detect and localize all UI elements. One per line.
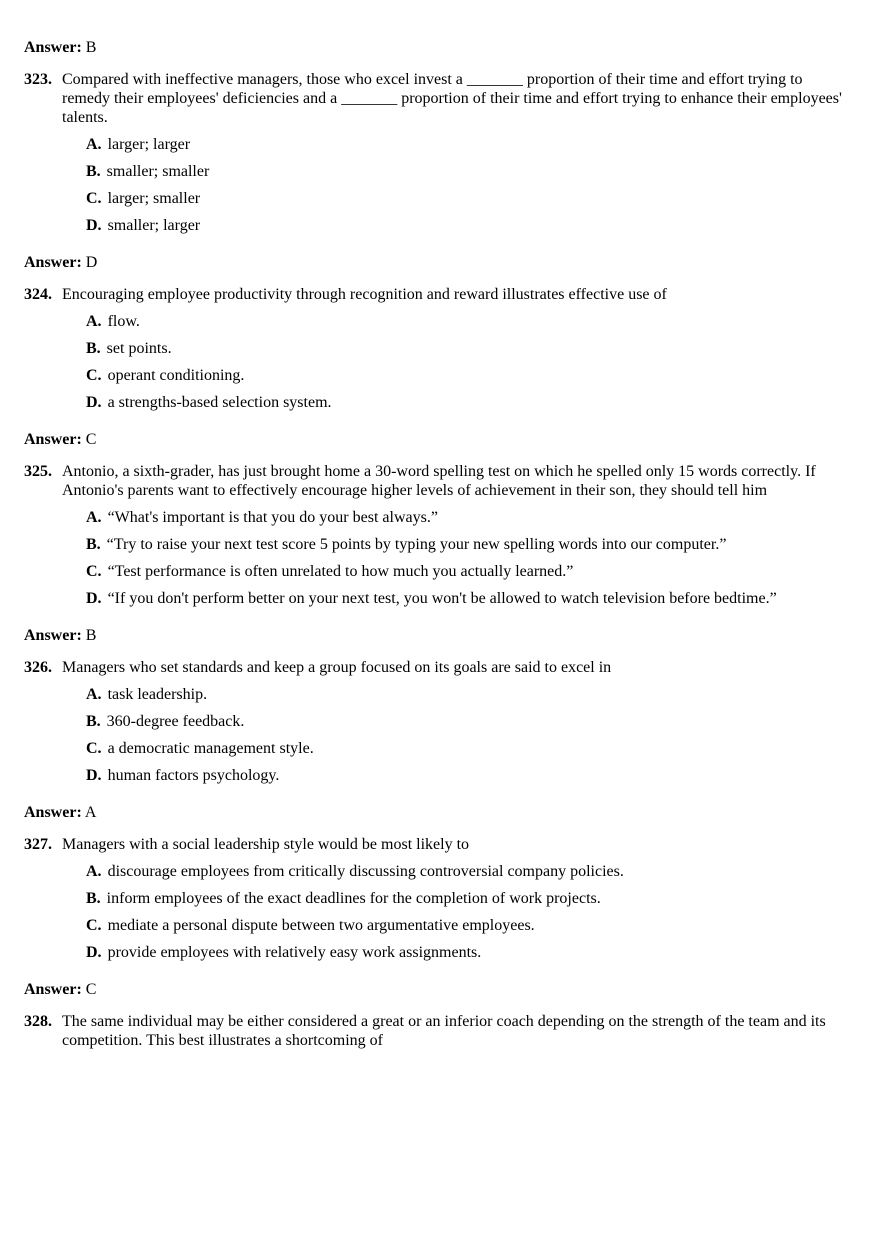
question-stem	[24, 1012, 854, 1050]
option-text: task leadership.	[107, 686, 208, 703]
answer-value: B	[85, 39, 97, 56]
option-letter: D.	[86, 217, 102, 234]
answer-line	[24, 626, 854, 645]
option-text: “If you don't perform better on your next test, you won't be allowed to watch television before bedtime.”	[107, 590, 777, 607]
option-letter: C.	[86, 563, 102, 580]
option-text: mediate a personal dispute between two argumentative employees.	[107, 917, 535, 934]
option-item	[86, 685, 854, 704]
option-item	[86, 862, 854, 881]
question-text: The same individual may be either considered a great or an inferior coach depending on the strength of the team and its competition. This best illustrates a shortcoming of	[62, 1013, 826, 1049]
option-item	[86, 135, 854, 154]
option-item	[86, 216, 854, 235]
option-text: smaller; larger	[107, 217, 201, 234]
options-list	[24, 135, 854, 235]
question-text: Encouraging employee productivity through recognition and reward illustrates effective use of	[62, 286, 667, 303]
option-item	[86, 339, 854, 358]
answer-line	[24, 430, 854, 449]
answer-label: Answer:	[24, 39, 82, 56]
answer-line	[24, 803, 854, 822]
question-block	[24, 462, 854, 608]
question-text: Managers with a social leadership style would be most likely to	[62, 836, 470, 853]
option-text: human factors psychology.	[107, 767, 280, 784]
answer-label: Answer:	[24, 804, 82, 821]
answer-label: Answer:	[24, 627, 82, 644]
question-block	[24, 658, 854, 785]
option-letter: B.	[86, 163, 101, 180]
question-stem	[24, 285, 854, 304]
option-text: 360-degree feedback.	[106, 713, 245, 730]
option-item	[86, 712, 854, 731]
question-number: 323.	[24, 71, 52, 88]
option-letter: C.	[86, 190, 102, 207]
option-item	[86, 366, 854, 385]
option-letter: B.	[86, 713, 101, 730]
answer-value: A	[84, 804, 97, 821]
option-item	[86, 508, 854, 527]
option-item	[86, 562, 854, 581]
option-letter: C.	[86, 740, 102, 757]
answer-label: Answer:	[24, 981, 82, 998]
option-text: provide employees with relatively easy work assignments.	[107, 944, 482, 961]
option-item	[86, 162, 854, 181]
question-block	[24, 285, 854, 412]
option-item	[86, 589, 854, 608]
option-item	[86, 943, 854, 962]
options-list	[24, 862, 854, 962]
question-stem	[24, 462, 854, 500]
answer-value: D	[85, 254, 98, 271]
option-text: set points.	[106, 340, 172, 357]
answer-label: Answer:	[24, 431, 82, 448]
question-text: Antonio, a sixth-grader, has just brought home a 30-word spelling test on which he spelled only 15 words correctly. If Antonio's parents want to effectively encourage higher levels of achievement in their son, they should tell him	[62, 463, 816, 499]
option-letter: A.	[86, 509, 102, 526]
option-letter: D.	[86, 394, 102, 411]
option-text: larger; larger	[107, 136, 191, 153]
option-letter: D.	[86, 590, 102, 607]
option-text: flow.	[107, 313, 140, 330]
option-letter: D.	[86, 944, 102, 961]
question-number: 328.	[24, 1013, 52, 1030]
option-item	[86, 189, 854, 208]
option-letter: A.	[86, 313, 102, 330]
question-text: Managers who set standards and keep a group focused on its goals are said to excel in	[62, 659, 612, 676]
option-letter: D.	[86, 767, 102, 784]
option-text: “Try to raise your next test score 5 points by typing your new spelling words into our computer.”	[106, 536, 727, 553]
question-stem	[24, 835, 854, 854]
question-number: 325.	[24, 463, 52, 480]
options-list	[24, 312, 854, 412]
option-text: “Test performance is often unrelated to how much you actually learned.”	[107, 563, 574, 580]
answer-line	[24, 253, 854, 272]
options-list	[24, 508, 854, 608]
option-letter: A.	[86, 686, 102, 703]
option-item	[86, 535, 854, 554]
question-number: 324.	[24, 286, 52, 303]
question-stem	[24, 658, 854, 677]
option-item	[86, 889, 854, 908]
answer-value: C	[85, 431, 97, 448]
question-number: 327.	[24, 836, 52, 853]
option-letter: B.	[86, 536, 101, 553]
answer-label: Answer:	[24, 254, 82, 271]
option-text: smaller; smaller	[106, 163, 210, 180]
answer-value: B	[85, 627, 97, 644]
option-text: a democratic management style.	[107, 740, 314, 757]
option-text: a strengths-based selection system.	[107, 394, 332, 411]
option-text: “What's important is that you do your best always.”	[107, 509, 438, 526]
option-item	[86, 916, 854, 935]
option-text: inform employees of the exact deadlines for the completion of work projects.	[106, 890, 601, 907]
option-text: larger; smaller	[107, 190, 201, 207]
option-letter: B.	[86, 890, 101, 907]
answer-line	[24, 980, 854, 999]
question-list	[24, 38, 854, 1050]
option-letter: A.	[86, 863, 102, 880]
question-block	[24, 835, 854, 962]
option-letter: A.	[86, 136, 102, 153]
answer-value: C	[85, 981, 97, 998]
option-item	[86, 393, 854, 412]
option-text: discourage employees from critically discussing controversial company policies.	[107, 863, 624, 880]
option-letter: C.	[86, 917, 102, 934]
option-item	[86, 312, 854, 331]
question-number: 326.	[24, 659, 52, 676]
answer-line	[24, 38, 854, 57]
option-item	[86, 766, 854, 785]
option-item	[86, 739, 854, 758]
question-stem	[24, 70, 854, 127]
question-block	[24, 70, 854, 235]
option-letter: B.	[86, 340, 101, 357]
option-text: operant conditioning.	[107, 367, 245, 384]
option-letter: C.	[86, 367, 102, 384]
question-text: Compared with ineffective managers, those who excel invest a _______ proportion of their time and effort trying to remedy their employees' deficiencies and a _______ proportion of their time and effort trying to enhance their employees' talents.	[62, 71, 842, 126]
options-list	[24, 685, 854, 785]
question-block	[24, 1012, 854, 1050]
